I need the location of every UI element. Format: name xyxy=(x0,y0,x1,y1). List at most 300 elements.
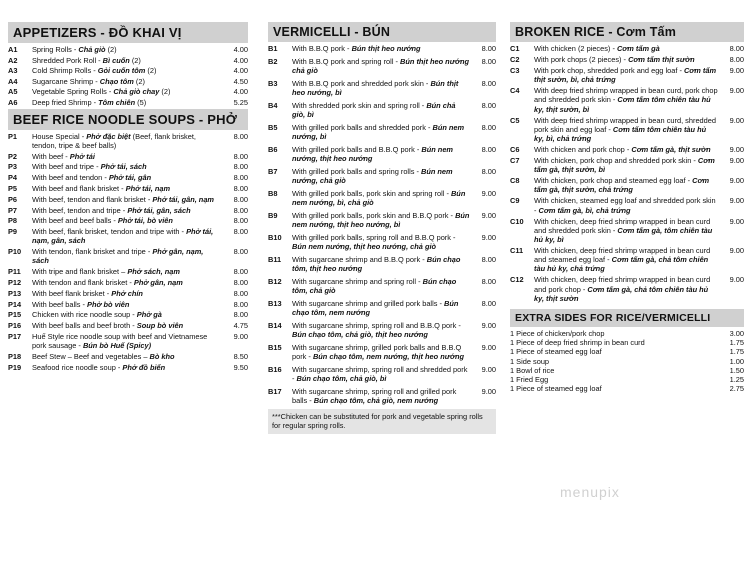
item-description xyxy=(32,363,222,372)
menu-item xyxy=(8,98,248,107)
menu-item xyxy=(8,77,248,86)
item-vietnamese: Phở gân, nạm, sách xyxy=(32,247,204,266)
item-vietnamese: Phở tái, gân, nạm xyxy=(152,194,215,204)
item-english: With chicken, deep fried shrimp wrapped in bean curd and pork chop - xyxy=(534,275,711,294)
item-code: P9 xyxy=(8,227,18,237)
item-description xyxy=(32,162,222,171)
item-vietnamese: Bò kho xyxy=(149,351,175,361)
item-vietnamese: Phở gân, nạm xyxy=(133,277,183,287)
item-english: With sugarcane shrimp and spring roll - xyxy=(292,276,423,286)
item-description xyxy=(534,116,718,144)
item-vietnamese: Chả giò chay xyxy=(113,87,160,97)
item-code: P11 xyxy=(8,267,21,277)
item-english: With chicken, deep fried shrimp wrapped in bean curd and shredded pork skin - xyxy=(534,216,711,235)
item-description xyxy=(510,357,718,366)
menu-item xyxy=(510,375,744,384)
item-code: P2 xyxy=(8,151,18,161)
menu-item xyxy=(8,278,248,287)
item-description xyxy=(292,343,470,361)
item-code: C9 xyxy=(510,196,520,206)
item-vietnamese: Cơm tấm gà, chả tôm chiên tàu hủ ky, thịt sườn xyxy=(534,284,709,303)
item-vietnamese: Bún chạo tôm, thịt heo nướng xyxy=(292,254,461,273)
menu-item xyxy=(510,338,744,347)
broken-rice-list xyxy=(510,42,744,303)
item-price: 8.00 xyxy=(233,151,248,161)
item-vietnamese: Phở tái, sách xyxy=(100,162,147,172)
item-code: P13 xyxy=(8,288,22,298)
menu-item xyxy=(268,299,496,317)
item-description xyxy=(32,300,222,309)
item-description xyxy=(292,211,470,229)
menu-item xyxy=(268,145,496,163)
item-price: 8.00 xyxy=(233,247,248,257)
left-column xyxy=(8,22,248,374)
right-column xyxy=(510,22,744,393)
item-code: P1 xyxy=(8,131,18,141)
item-vietnamese: Chả giò xyxy=(78,45,106,54)
item-code: B4 xyxy=(268,100,278,110)
item-english: With B.B.Q pork - xyxy=(292,44,352,53)
item-price: 5.25 xyxy=(233,97,248,107)
item-english: With sugarcane shrimp, spring roll and shredded pork - xyxy=(292,364,468,383)
item-price: 8.50 xyxy=(233,351,248,361)
item-english: House Special - xyxy=(32,131,87,141)
item-price: 4.00 xyxy=(233,66,248,76)
menu-item xyxy=(268,123,496,141)
item-description xyxy=(510,384,718,393)
item-price: 1.00 xyxy=(729,356,744,366)
item-english: With beef and beef balls - xyxy=(32,216,118,226)
item-price: 8.00 xyxy=(481,122,496,132)
menu-item xyxy=(8,310,248,319)
pho-header: BEEF RICE NOODLE SOUPS - PHỞ xyxy=(8,109,248,130)
menu-item xyxy=(268,101,496,119)
item-description xyxy=(32,332,222,350)
item-english: With deep fried shrimp wrapped in bean curd, shredded pork skin and egg loaf - xyxy=(534,115,716,134)
item-price: 8.00 xyxy=(233,162,248,172)
item-description xyxy=(534,217,718,245)
item-code: P5 xyxy=(8,183,18,193)
item-code: C11 xyxy=(510,246,524,256)
item-english: 1 Piece of deep fried shrimp in bean curd xyxy=(510,338,645,348)
item-vietnamese: Bún nem nướng, chả giò xyxy=(292,166,453,185)
appetizers-header: APPETIZERS - ĐỒ KHAI VỊ xyxy=(8,22,248,43)
item-vietnamese: Phở tái, bò viên xyxy=(117,216,173,226)
item-price: 9.00 xyxy=(481,320,496,330)
item-description xyxy=(534,55,718,64)
item-vietnamese: Bì cuốn xyxy=(102,55,130,65)
menu-item xyxy=(8,227,248,245)
item-price: 9.00 xyxy=(729,196,744,206)
item-description xyxy=(32,77,222,86)
item-code: B8 xyxy=(268,188,278,198)
item-english: 1 Side soup xyxy=(510,356,550,366)
item-english: With tripe and flank brisket – xyxy=(32,267,128,277)
item-description xyxy=(534,196,718,214)
menu-item xyxy=(268,57,496,75)
item-code: C5 xyxy=(510,115,520,125)
item-code: C2 xyxy=(510,55,520,64)
item-code: B12 xyxy=(268,276,282,286)
item-price: 8.00 xyxy=(481,144,496,154)
item-english: With beef - xyxy=(32,151,70,161)
item-code: C1 xyxy=(510,44,520,53)
item-price: 2.75 xyxy=(729,384,744,394)
item-vietnamese: Bún chạo tôm, nem nướng xyxy=(292,298,459,317)
item-code: P3 xyxy=(8,162,18,172)
menu-item xyxy=(8,267,248,276)
item-price: 8.00 xyxy=(481,44,496,53)
item-description xyxy=(292,365,470,383)
menu-item xyxy=(510,217,744,245)
item-description xyxy=(32,352,222,361)
item-price: 8.00 xyxy=(233,288,248,298)
item-vietnamese: Phở tái xyxy=(69,151,95,161)
substitution-note: ***Chicken can be substituted for pork and vegetable spring rolls for regular spring rolls. xyxy=(268,409,496,434)
item-price: 9.00 xyxy=(729,145,744,155)
item-description xyxy=(292,299,470,317)
item-price: 8.00 xyxy=(233,310,248,320)
item-price: 9.00 xyxy=(729,176,744,186)
item-english: With chicken (2 pieces) - xyxy=(534,44,617,53)
item-english: With beef and tripe - xyxy=(32,162,101,172)
menu-item xyxy=(510,275,744,303)
vermicelli-header: VERMICELLI - BÚN xyxy=(268,22,496,42)
item-price: 1.50 xyxy=(729,365,744,375)
item-price: 8.00 xyxy=(481,78,496,88)
item-vietnamese: Phở tái, gân, sách xyxy=(127,205,191,215)
item-vietnamese: Cơm tấm gà, thịt sườn xyxy=(631,145,711,155)
item-price: 3.00 xyxy=(729,329,744,339)
item-description xyxy=(534,145,718,154)
item-vietnamese: Bún thịt heo nướng, bì xyxy=(292,78,459,97)
item-code: P7 xyxy=(8,205,18,215)
menu-item xyxy=(510,366,744,375)
item-english: With beef balls and beef broth - xyxy=(32,321,137,331)
item-description xyxy=(292,101,470,119)
menu-item xyxy=(510,347,744,356)
item-code: P19 xyxy=(8,362,22,372)
item-vietnamese: Bún chạo tôm, chả giò, thịt heo nướng xyxy=(292,330,428,339)
menu-item xyxy=(268,167,496,185)
item-english: With sugarcane shrimp and B.B.Q pork - xyxy=(292,254,427,264)
menu-item xyxy=(510,156,744,174)
item-price: 8.00 xyxy=(233,216,248,226)
item-vietnamese: Phở bò viên xyxy=(87,299,130,309)
item-vietnamese: Cơm tấm gà, tôm chiên tàu hủ ky, bì xyxy=(534,225,713,245)
item-english: With sugarcane shrimp, spring roll and grilled pork balls - xyxy=(292,386,457,405)
item-description xyxy=(510,375,718,384)
item-code: B1 xyxy=(268,44,278,53)
menu-item xyxy=(8,195,248,204)
item-english: With B.B.Q pork and spring roll - xyxy=(292,56,401,66)
item-description xyxy=(292,57,470,75)
item-description xyxy=(32,289,222,298)
menu-item xyxy=(8,352,248,361)
item-price: 9.00 xyxy=(481,188,496,198)
menu-item xyxy=(8,321,248,330)
item-price: 8.00 xyxy=(233,277,248,287)
item-code: B2 xyxy=(268,56,278,66)
item-vietnamese: Cơm tấm gà, thịt sườn, bì xyxy=(534,156,715,175)
item-extra: (Beef, flank brisket, tendon, tripe & beef balls) xyxy=(32,131,196,150)
item-extra: (2) xyxy=(145,66,157,76)
item-price: 8.00 xyxy=(233,299,248,309)
item-english: Shredded Pork Roll - xyxy=(32,55,103,65)
extra-sides-header: EXTRA SIDES FOR RICE/VERMICELLI xyxy=(510,309,744,327)
item-code: A1 xyxy=(8,45,18,54)
item-english: Beef Stew – Beef and vegetables – xyxy=(32,351,150,361)
menu-item xyxy=(268,255,496,273)
item-vietnamese: Bún nem nướng, thịt heo nướng, bì xyxy=(292,210,470,229)
item-code: P4 xyxy=(8,173,18,183)
item-english: Deep fried Shrimp - xyxy=(32,97,99,107)
item-code: P16 xyxy=(8,321,22,331)
item-price: 8.00 xyxy=(233,267,248,277)
item-price: 9.00 xyxy=(481,364,496,374)
item-english: With beef flank brisket - xyxy=(32,288,112,298)
item-vietnamese: Bún nem nướng, bì, chả giò xyxy=(292,188,466,207)
item-description xyxy=(534,176,718,194)
menu-item xyxy=(8,247,248,265)
item-english: With chicken and pork chop - xyxy=(534,145,632,155)
item-description xyxy=(32,98,222,107)
item-description xyxy=(32,152,222,161)
menu-item xyxy=(268,343,496,361)
item-description xyxy=(32,227,222,245)
item-vietnamese: Cơm tấm gà xyxy=(616,44,660,53)
middle-column xyxy=(268,22,496,434)
item-description xyxy=(32,206,222,215)
vermicelli-list xyxy=(268,42,496,405)
item-description xyxy=(510,329,718,338)
item-price: 9.00 xyxy=(729,156,744,166)
item-price: 9.00 xyxy=(729,216,744,226)
item-description xyxy=(32,56,222,65)
item-description xyxy=(32,216,222,225)
item-price: 9.00 xyxy=(481,386,496,396)
item-english: With chicken, pork chop and steamed egg loaf - xyxy=(534,176,693,186)
item-code: P17 xyxy=(8,331,22,341)
item-description xyxy=(292,123,470,141)
item-english: With beef and tendon - xyxy=(32,173,109,183)
item-description xyxy=(534,275,718,303)
item-english: Huế Style rice noodle soup with beef and Vietnamese pork sausage - xyxy=(32,331,208,351)
item-english: With pork chops (2 pieces) - xyxy=(534,55,629,64)
item-price: 4.50 xyxy=(233,76,248,86)
item-description xyxy=(534,156,718,174)
item-price: 8.00 xyxy=(481,100,496,110)
item-code: B9 xyxy=(268,210,278,220)
item-english: With tendon and flank brisket - xyxy=(32,277,134,287)
item-description xyxy=(510,347,718,356)
item-code: A6 xyxy=(8,97,18,107)
menu-item xyxy=(268,79,496,97)
item-code: C6 xyxy=(510,145,520,155)
item-price: 4.00 xyxy=(233,55,248,65)
item-description xyxy=(32,195,222,204)
item-price: 1.75 xyxy=(729,338,744,348)
menu-item xyxy=(510,44,744,53)
item-description xyxy=(534,44,718,53)
appetizers-list xyxy=(8,43,248,107)
item-english: With beef, tendon and tripe - xyxy=(32,205,128,215)
item-price: 8.00 xyxy=(481,254,496,264)
item-code: B13 xyxy=(268,298,282,308)
item-english: With beef balls - xyxy=(32,299,88,309)
item-english: Cold Shrimp Rolls - xyxy=(32,66,98,76)
item-price: 8.00 xyxy=(481,298,496,308)
item-english: With sugarcane shrimp, spring roll and B.B.Q pork - xyxy=(292,320,461,330)
item-description xyxy=(292,387,470,405)
item-description xyxy=(32,87,222,96)
menu-item xyxy=(268,277,496,295)
item-extra: (2) xyxy=(105,45,117,54)
item-price: 4.00 xyxy=(233,45,248,54)
item-price: 4.75 xyxy=(233,321,248,331)
item-vietnamese: Phở đồ biển xyxy=(122,362,166,372)
item-vietnamese: Cơm tấm gà, bì, chả trứng xyxy=(538,205,631,215)
menu-item xyxy=(8,363,248,372)
item-code: B10 xyxy=(268,232,282,242)
item-code: P12 xyxy=(8,277,22,287)
item-description xyxy=(534,246,718,274)
item-description xyxy=(292,277,470,295)
item-vietnamese: Bún chạo tôm, nem nướng, thịt heo nướng xyxy=(312,352,464,361)
item-vietnamese: Cơm tấm tôm chiên tàu hủ ky, bì, chả trứng xyxy=(534,124,707,144)
menu-item xyxy=(510,329,744,338)
pho-list xyxy=(8,130,248,372)
item-code: B17 xyxy=(268,386,282,396)
item-vietnamese: Bún bò Huế (Spicy) xyxy=(82,341,152,351)
item-price: 8.00 xyxy=(233,183,248,193)
item-description xyxy=(292,255,470,273)
item-english: With beef and flank brisket - xyxy=(32,183,126,193)
item-price: 8.00 xyxy=(233,205,248,215)
item-english: 1 Piece of steamed egg loaf xyxy=(510,384,602,394)
menu-item xyxy=(8,132,248,150)
item-code: P18 xyxy=(8,351,22,361)
item-code: B11 xyxy=(268,254,282,264)
item-code: C7 xyxy=(510,156,520,166)
item-vietnamese: Bún chả giò, bì xyxy=(292,100,456,119)
item-price: 8.00 xyxy=(729,44,744,53)
item-english: With beef, tendon and flank brisket - xyxy=(32,194,153,204)
item-description xyxy=(292,79,470,97)
item-extra: (2) xyxy=(133,76,145,86)
item-price: 9.00 xyxy=(729,66,744,75)
item-description xyxy=(32,321,222,330)
item-vietnamese: Bún chạo tôm, chả giò xyxy=(292,276,457,295)
broken-rice-header: BROKEN RICE - Cơm Tấm xyxy=(510,22,744,42)
item-description xyxy=(292,321,470,339)
menu-item xyxy=(510,86,744,114)
item-description xyxy=(292,189,470,207)
item-price: 8.00 xyxy=(233,227,248,237)
item-price: 9.00 xyxy=(729,246,744,256)
item-english: With tendon, flank brisket and tripe - xyxy=(32,247,153,257)
item-code: P10 xyxy=(8,247,22,257)
item-code: P15 xyxy=(8,310,22,320)
item-vietnamese: Cơm tấm gà, thịt sườn, chả trứng xyxy=(534,176,710,195)
item-vietnamese: Phở gà xyxy=(136,310,162,320)
item-vietnamese: Phở sách, nạm xyxy=(127,267,180,277)
item-extra: (5) xyxy=(135,97,147,107)
item-code: C3 xyxy=(510,66,520,75)
item-english: With chicken, steamed egg loaf and shredded pork skin - xyxy=(534,196,716,215)
item-code: B14 xyxy=(268,320,282,330)
menu-item xyxy=(510,116,744,144)
watermark-text: menupix xyxy=(560,484,620,500)
item-description xyxy=(32,310,222,319)
item-price: 1.25 xyxy=(729,375,744,385)
item-vietnamese: Cơm tấm gà, chả tôm chiên tàu hủ ky, chả trứng xyxy=(534,255,709,274)
item-english: With grilled pork balls and spring rolls - xyxy=(292,166,421,176)
item-vietnamese: Cơm tấm thịt sườn, bì, chả trứng xyxy=(534,66,717,85)
item-price: 1.75 xyxy=(729,347,744,357)
item-price: 8.00 xyxy=(481,56,496,66)
item-english: 1 Piece of chicken/pork chop xyxy=(510,329,605,339)
item-code: P6 xyxy=(8,194,18,204)
item-code: P14 xyxy=(8,299,22,309)
item-code: B3 xyxy=(268,78,278,88)
item-english: With beef, flank brisket, tendon and tripe with - xyxy=(32,227,187,237)
item-price: 9.00 xyxy=(729,86,744,96)
item-code: A2 xyxy=(8,55,18,65)
item-code: C8 xyxy=(510,176,520,186)
item-description xyxy=(32,184,222,193)
item-description xyxy=(292,233,470,251)
item-code: B15 xyxy=(268,342,282,352)
item-extra: (2) xyxy=(129,55,141,65)
menu-item xyxy=(268,233,496,251)
item-description xyxy=(32,247,222,265)
item-price: 8.00 xyxy=(233,131,248,141)
item-price: 9.00 xyxy=(481,232,496,242)
menu-item xyxy=(8,66,248,75)
item-english: With chicken, pork chop and shredded pork skin - xyxy=(534,156,698,166)
item-english: Spring Rolls - xyxy=(32,45,79,54)
item-vietnamese: Cơm tấm thịt sườn xyxy=(628,55,695,64)
item-price: 9.00 xyxy=(481,210,496,220)
item-vietnamese: Gỏi cuốn tôm xyxy=(97,66,146,76)
menu-item xyxy=(510,384,744,393)
item-english: With grilled pork balls, spring roll and B.B.Q pork - xyxy=(292,232,456,242)
item-description xyxy=(32,66,222,75)
menu-item xyxy=(8,216,248,225)
item-vietnamese: Bún thịt heo nướng chả giò xyxy=(292,56,469,75)
item-price: 9.50 xyxy=(233,362,248,372)
item-code: P8 xyxy=(8,216,18,226)
item-english: With grilled pork balls, pork skin and B.B.Q pork - xyxy=(292,210,456,220)
menu-item xyxy=(268,387,496,405)
item-vietnamese: Chạo tôm xyxy=(99,76,134,86)
item-code: A4 xyxy=(8,76,18,86)
item-vietnamese: Tôm chiên xyxy=(98,97,136,107)
item-description xyxy=(32,45,222,54)
item-english: Chicken with rice noodle soup - xyxy=(32,310,137,320)
menu-item xyxy=(8,87,248,96)
menu-item xyxy=(8,162,248,171)
item-vietnamese: Cơm tấm tôm chiên tàu hủ ky, thịt sườn, bì xyxy=(534,95,711,114)
menu-item xyxy=(8,206,248,215)
menu-item xyxy=(8,184,248,193)
item-english: 1 Fried Egg xyxy=(510,375,549,385)
menu-item xyxy=(8,289,248,298)
item-code: C12 xyxy=(510,275,524,285)
menu-item xyxy=(268,211,496,229)
item-price: 8.00 xyxy=(233,194,248,204)
